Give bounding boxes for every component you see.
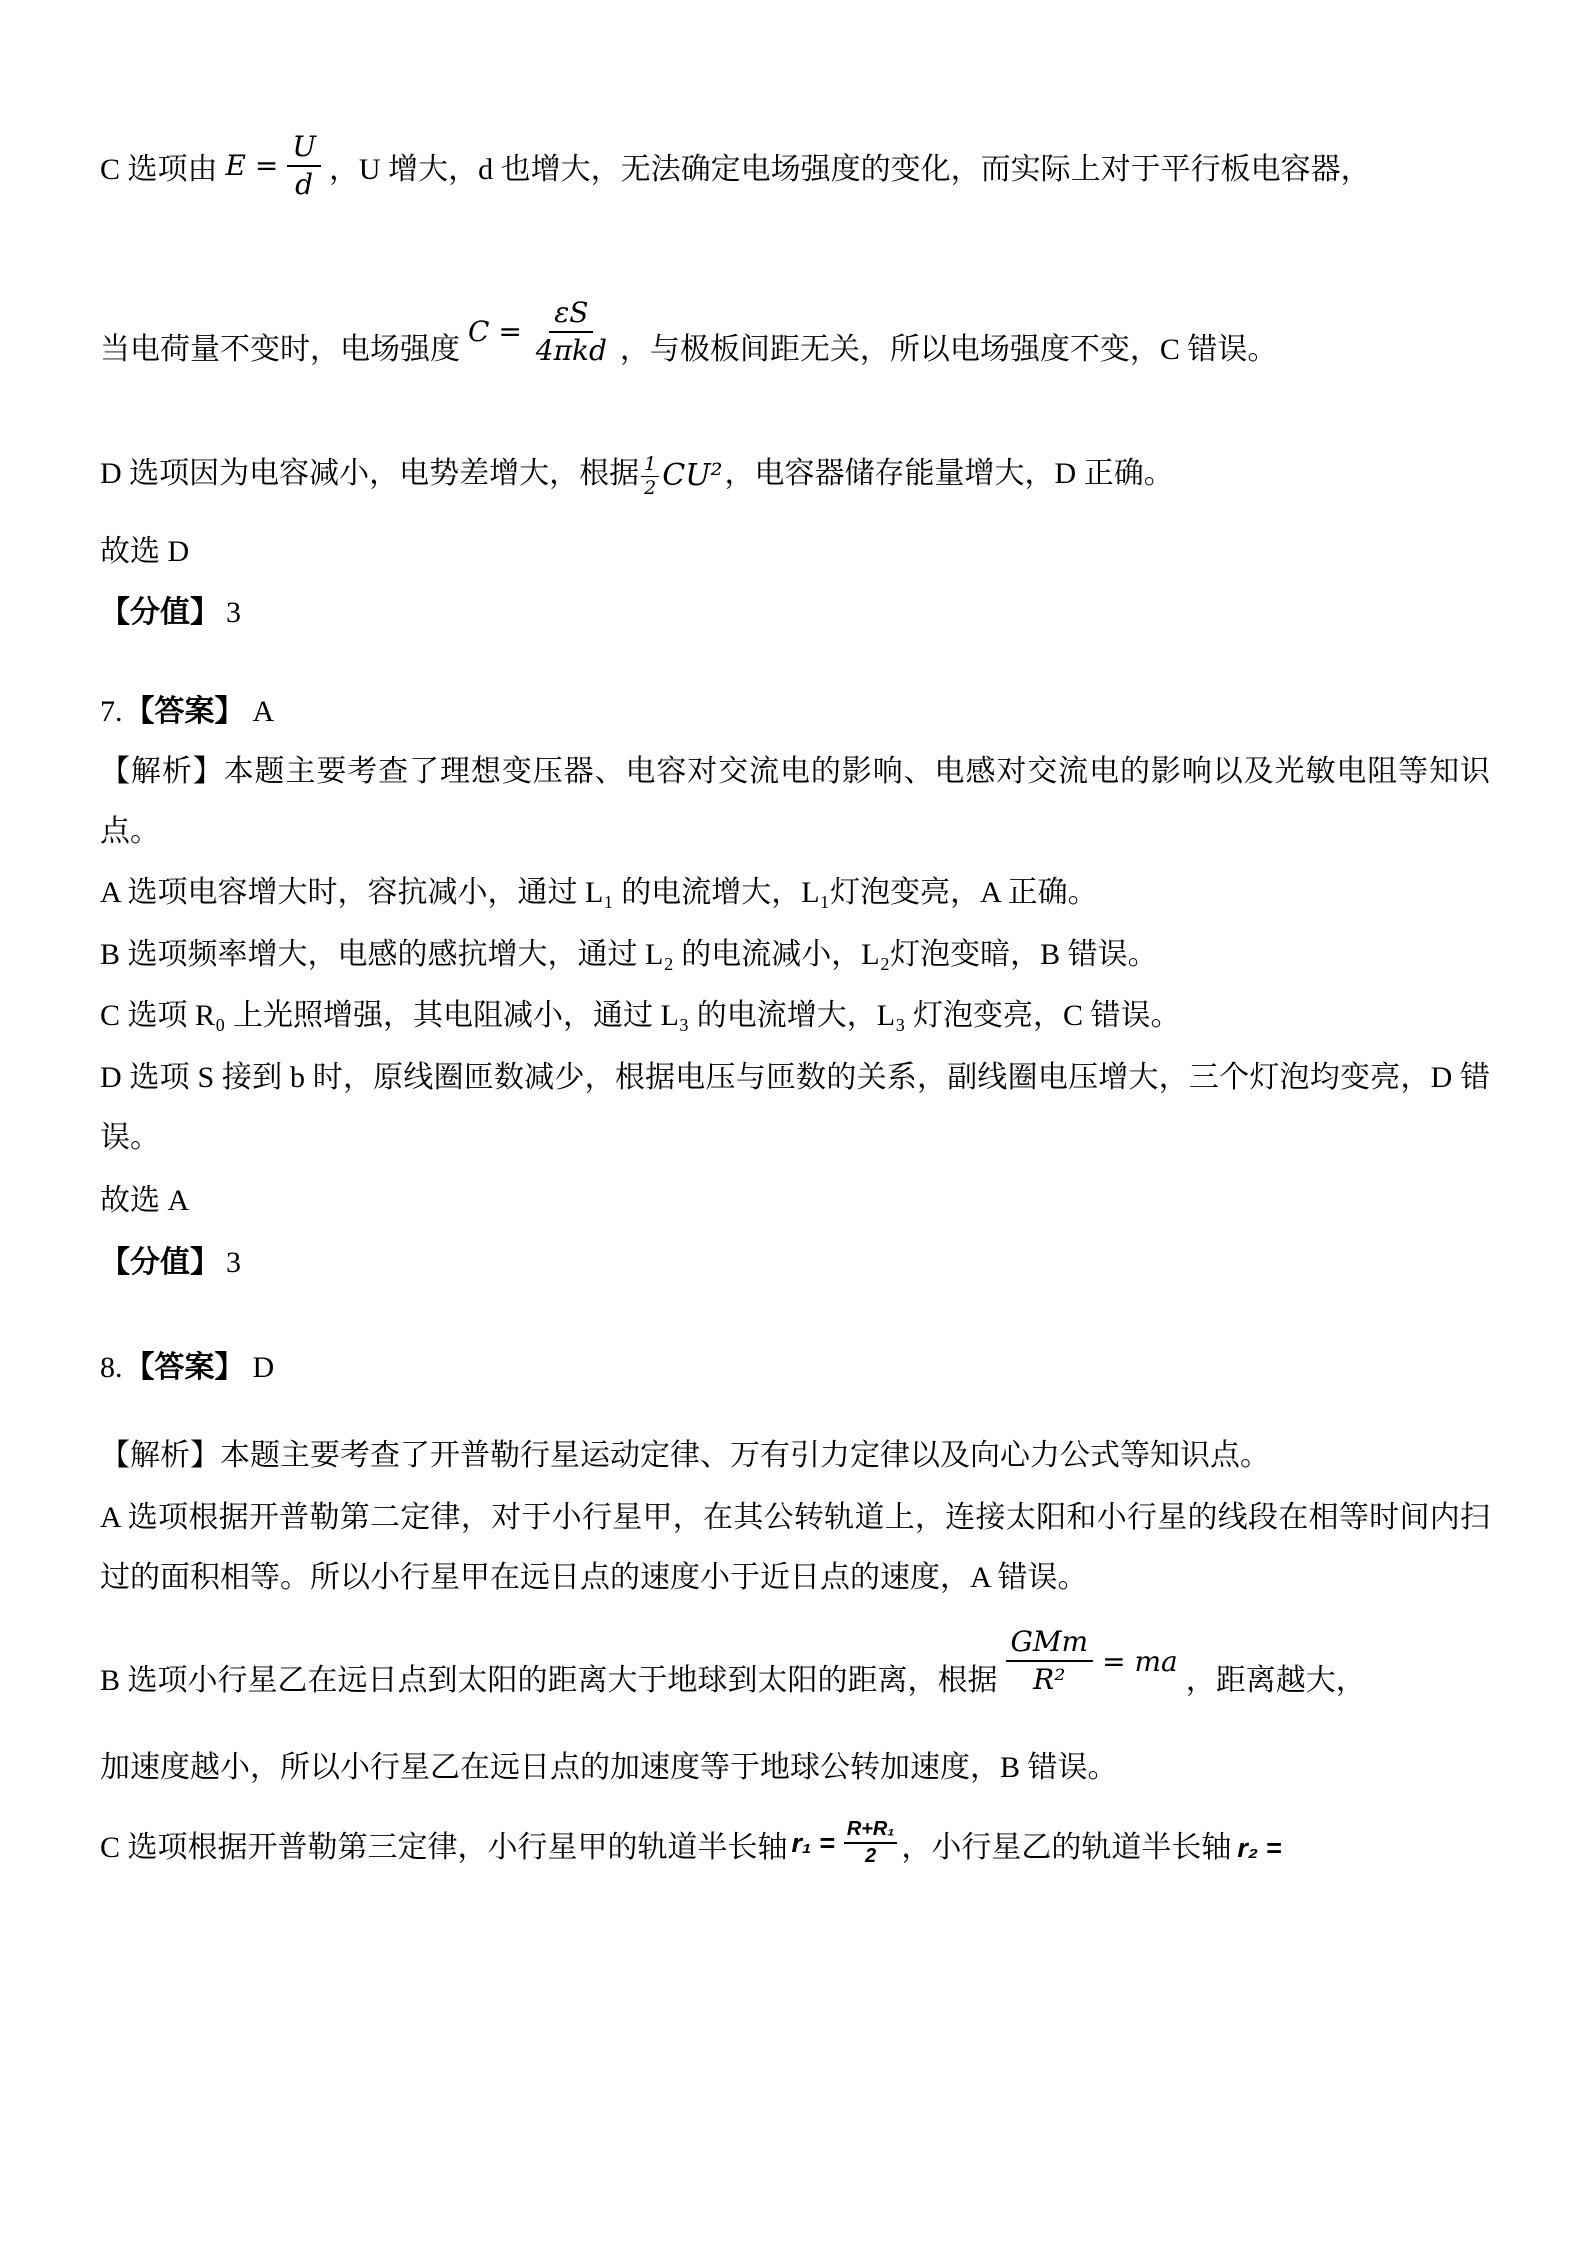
formula-lhs: C =: [468, 315, 522, 349]
text-after-formula: ，距离越大，: [1185, 1664, 1366, 1697]
q7-option-c: [100, 986, 1490, 1046]
q7-option-d: [100, 1048, 1490, 1168]
q7-conclusion: [100, 1171, 1490, 1231]
score-label: 【分值】: [100, 596, 220, 629]
fraction: [531, 297, 612, 367]
analysis-text: 【解析】本题主要考查了开普勒行星运动定律、万有引力定律以及向心力公式等知识点。: [100, 1439, 1270, 1472]
formula-e-equals-u-over-d: [226, 111, 321, 221]
formula-rhs: = ma: [1102, 1644, 1178, 1678]
q7-option-a: [100, 863, 1490, 923]
analysis-text: 【解析】本题主要考查了理想变压器、电容对交流电的影响、电感对交流电的影响以及光敏电阻等知识点。: [100, 755, 1490, 848]
fraction: [287, 131, 321, 201]
conclusion-text: 故选 D: [100, 535, 190, 568]
formula-lhs: E =: [225, 149, 279, 183]
q7-score-line: [100, 1233, 1490, 1293]
fraction: [1006, 1626, 1094, 1696]
answer-value: D: [252, 1351, 275, 1384]
text-middle: ，小行星乙的轨道半长轴: [901, 1831, 1232, 1864]
answer-value: A: [252, 695, 275, 728]
question-number: 7.: [100, 695, 123, 728]
fraction: [641, 454, 659, 499]
question-number: 8.: [100, 1351, 123, 1384]
fraction-numerator: εS: [549, 297, 593, 333]
q7-option-b: [100, 925, 1490, 985]
text-before-formula: B 选项小行星乙在远日点到太阳的距离大于地球到太阳的距离，根据: [100, 1664, 998, 1697]
formula-lhs: r₁ =: [791, 1827, 835, 1858]
q7-analysis: [100, 742, 1490, 862]
fraction-denominator: R²: [1033, 1663, 1066, 1697]
option-text: B 选项频率增大，电感的感抗增大，通过 L₂ 的电流减小，L₂灯泡变暗，B 错误。: [100, 938, 1158, 971]
option-text: C 选项 R₀ 上光照增强，其电阻减小，通过 L₃ 的电流增大，L₃ 灯泡变亮，C 错误。: [100, 999, 1181, 1032]
text-after-formula: ，与极板间距无关，所以电场强度不变，C 错误。: [619, 333, 1278, 366]
formula-semi-major-axis-r1: [792, 1801, 898, 1886]
conclusion-text: 故选 A: [100, 1184, 190, 1217]
option-text: A 选项电容增大时，容抗减小，通过 L₁ 的电流增大，L₁灯泡变亮，A 正确。: [100, 876, 1098, 909]
text-before-formula: C 选项根据开普勒第三定律，小行星甲的轨道半长轴: [100, 1831, 788, 1864]
fraction-denominator: d: [295, 168, 314, 202]
q8-option-a: [100, 1488, 1490, 1608]
score-value: 3: [226, 1246, 241, 1279]
q7-answer-line: [100, 682, 1490, 742]
formula-body: CU²: [662, 458, 723, 494]
q8-option-b-line-2: [100, 1738, 1490, 1798]
formula-gravitation: [1006, 1609, 1178, 1714]
option-text: D 选项 S 接到 b 时，原线圈匝数减少，根据电压与匝数的关系，副线圈电压增大，三个灯泡均变亮，D 错误。: [100, 1061, 1490, 1154]
fraction: [844, 1818, 898, 1868]
fraction-denominator: 4πkd: [535, 334, 607, 368]
text-before-formula: 当电荷量不变时，电场强度: [100, 333, 460, 366]
text-before-formula: C 选项由: [100, 153, 218, 186]
q8-analysis: [100, 1426, 1490, 1486]
fraction-numerator: GMm: [1006, 1626, 1094, 1662]
answer-label: 【答案】: [124, 695, 245, 728]
answer-label: 【答案】: [124, 1351, 245, 1384]
score-label: 【分值】: [100, 1246, 220, 1279]
fraction-numerator: R+R₁: [844, 1818, 898, 1844]
q6-conclusion: [100, 522, 1490, 582]
text-before-formula: D 选项因为电容减小，电势差增大，根据: [100, 457, 640, 490]
fraction-denominator: 2: [644, 476, 657, 499]
option-text: A 选项根据开普勒第二定律，对于小行星甲，在其公转轨道上，连接太阳和小行星的线段在相等时间内扫过的面积相等。所以小行星甲在远日点的速度小于近日点的速度，A 错误。: [100, 1501, 1490, 1594]
q6-option-c-line-2: [100, 285, 1490, 417]
formula-capacitance: [468, 267, 612, 397]
q8-option-b-line-1: [100, 1624, 1490, 1736]
q6-score-line: [100, 583, 1490, 643]
q8-answer-line: [100, 1338, 1490, 1398]
fraction-numerator: 1: [641, 454, 659, 477]
formula-capacitor-energy: [641, 440, 722, 512]
q8-option-c: [100, 1805, 1490, 1893]
score-value: 3: [226, 596, 241, 629]
q6-option-c-line-1: [100, 115, 1490, 227]
text-after-formula: ，U 增大，d 也增大，无法确定电场强度的变化，而实际上对于平行板电容器，: [328, 153, 1371, 186]
q6-option-d-line: [100, 438, 1490, 512]
text-after-formula: ，电容器储存能量增大，D 正确。: [724, 457, 1174, 490]
fraction-numerator: U: [287, 131, 321, 167]
formula-semi-major-axis-r2: r₂ =: [1237, 1833, 1282, 1863]
option-text: 加速度越小，所以小行星乙在远日点的加速度等于地球公转加速度，B 错误。: [100, 1751, 1118, 1784]
fraction-denominator: 2: [865, 1845, 877, 1868]
